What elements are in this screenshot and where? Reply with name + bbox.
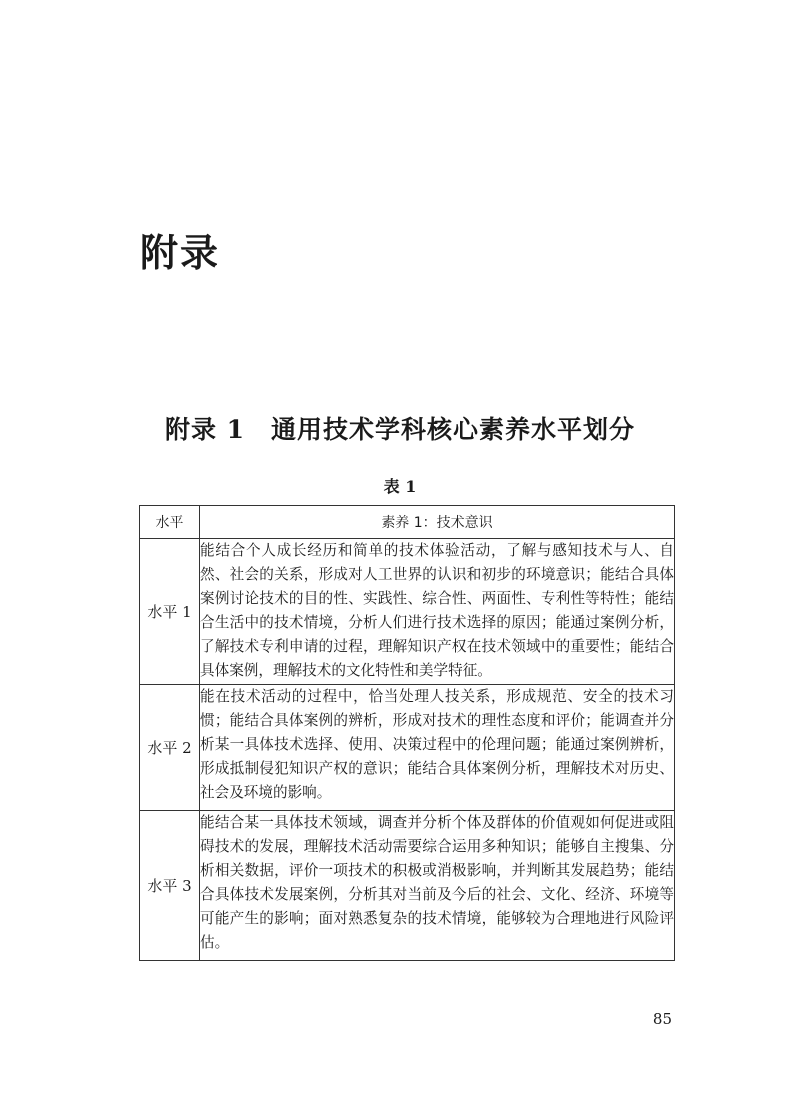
section-title: 附录 1 通用技术学科核心素养水平划分 xyxy=(164,415,636,444)
page-number: 85 xyxy=(652,1010,672,1028)
table-row xyxy=(140,539,675,685)
level-cell: 水平 2 xyxy=(140,685,200,811)
description-cell: 能结合某一具体技术领域，调查并分析个体及群体的价值观如何促进或阻碍技术的发展，理解技术活动需要综合运用多种知识；能够自主搜集、分析相关数据，评价一项技术的积极或消极影响，并判断其发展趋势；能结合具体技术发展案例，分析其对当前及今后的社会、文化、经济、环境等可能产生的影响；面对熟悉复杂的技术情境，能够较为合理地进行风险评估。 xyxy=(200,811,675,961)
table-caption: 表 1 xyxy=(383,477,417,496)
table-row xyxy=(140,811,675,961)
description-cell: 能在技术活动的过程中，恰当处理人技关系，形成规范、安全的技术习惯；能结合具体案例的辨析，形成对技术的理性态度和评价；能调查并分析某一具体技术选择、使用、决策过程中的伦理问题；能通过案例辨析，形成抵制侵犯知识产权的意识；能结合具体案例分析，理解技术对历史、社会及环境的影响。 xyxy=(200,685,675,811)
level-cell: 水平 1 xyxy=(140,539,200,685)
description-cell: 能结合个人成长经历和简单的技术体验活动，了解与感知技术与人、自然、社会的关系，形成对人工世界的认识和初步的环境意识；能结合具体案例讨论技术的目的性、实践性、综合性、两面性、专利性等特性；能结合生活中的技术情境，分析人们进行技术选择的原因；能通过案例分析，了解技术专利申请的过程，理解知识产权在技术领域中的重要性；能结合具体案例，理解技术的文化特性和美学特征。 xyxy=(200,539,675,685)
table-row xyxy=(140,685,675,811)
header-level: 水平 xyxy=(140,506,200,539)
level-cell: 水平 3 xyxy=(140,811,200,961)
header-literacy: 素养 1：技术意识 xyxy=(200,506,675,539)
chapter-title: 附录 xyxy=(140,231,221,275)
table-header-row xyxy=(140,506,675,539)
literacy-level-table xyxy=(139,505,675,961)
